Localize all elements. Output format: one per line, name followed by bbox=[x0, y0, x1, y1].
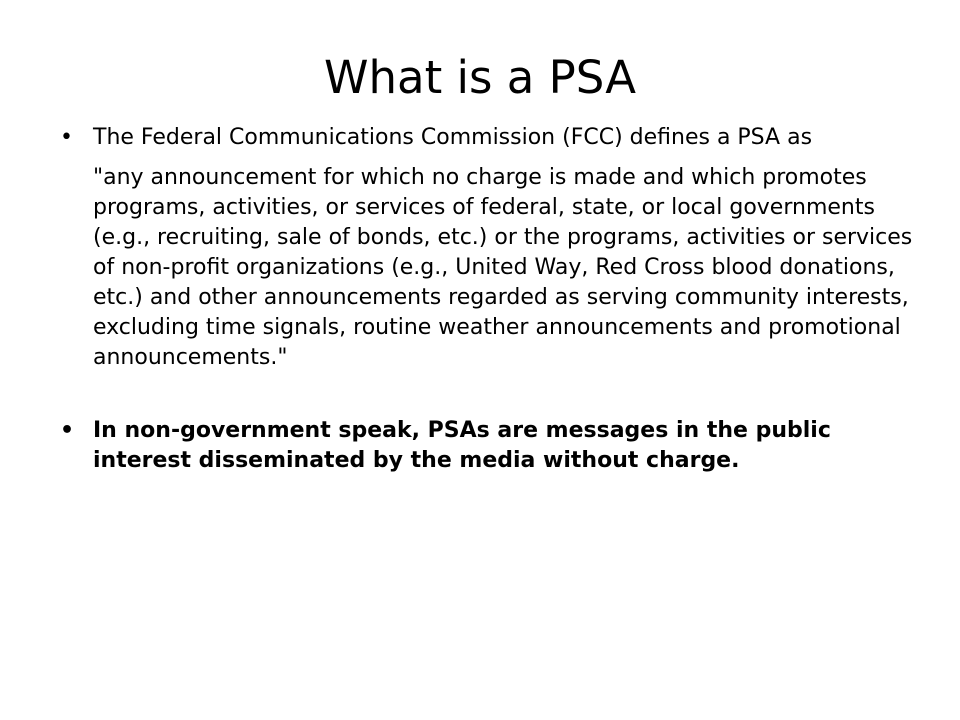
bullet-text: The Federal Communications Commission (FCC) defines a PSA as bbox=[93, 125, 813, 150]
bullet-item-fcc-definition bbox=[60, 123, 920, 153]
slide-title: What is a PSA bbox=[324, 51, 636, 104]
bullet-item-plain-definition bbox=[60, 416, 920, 476]
bullet-icon: • bbox=[60, 418, 75, 443]
fcc-quote: "any announcement for which no charge is made and which promotes programs, activities, or services of federal, state, or local governments (e.g., recruiting, sale of bonds, etc.) or the programs, activities or services of non-profit organizations (e.g., United Way, Red Cross blood donations, etc.) and other announcements regarded as serving community interests, excluding time signals, routine weather announcements and promotional announcements." bbox=[93, 165, 913, 370]
bullet-text: In non-government speak, PSAs are messages in the public interest disseminated by the media without charge. bbox=[93, 418, 831, 473]
bullet-icon: • bbox=[60, 125, 73, 150]
slide-body bbox=[60, 123, 920, 476]
